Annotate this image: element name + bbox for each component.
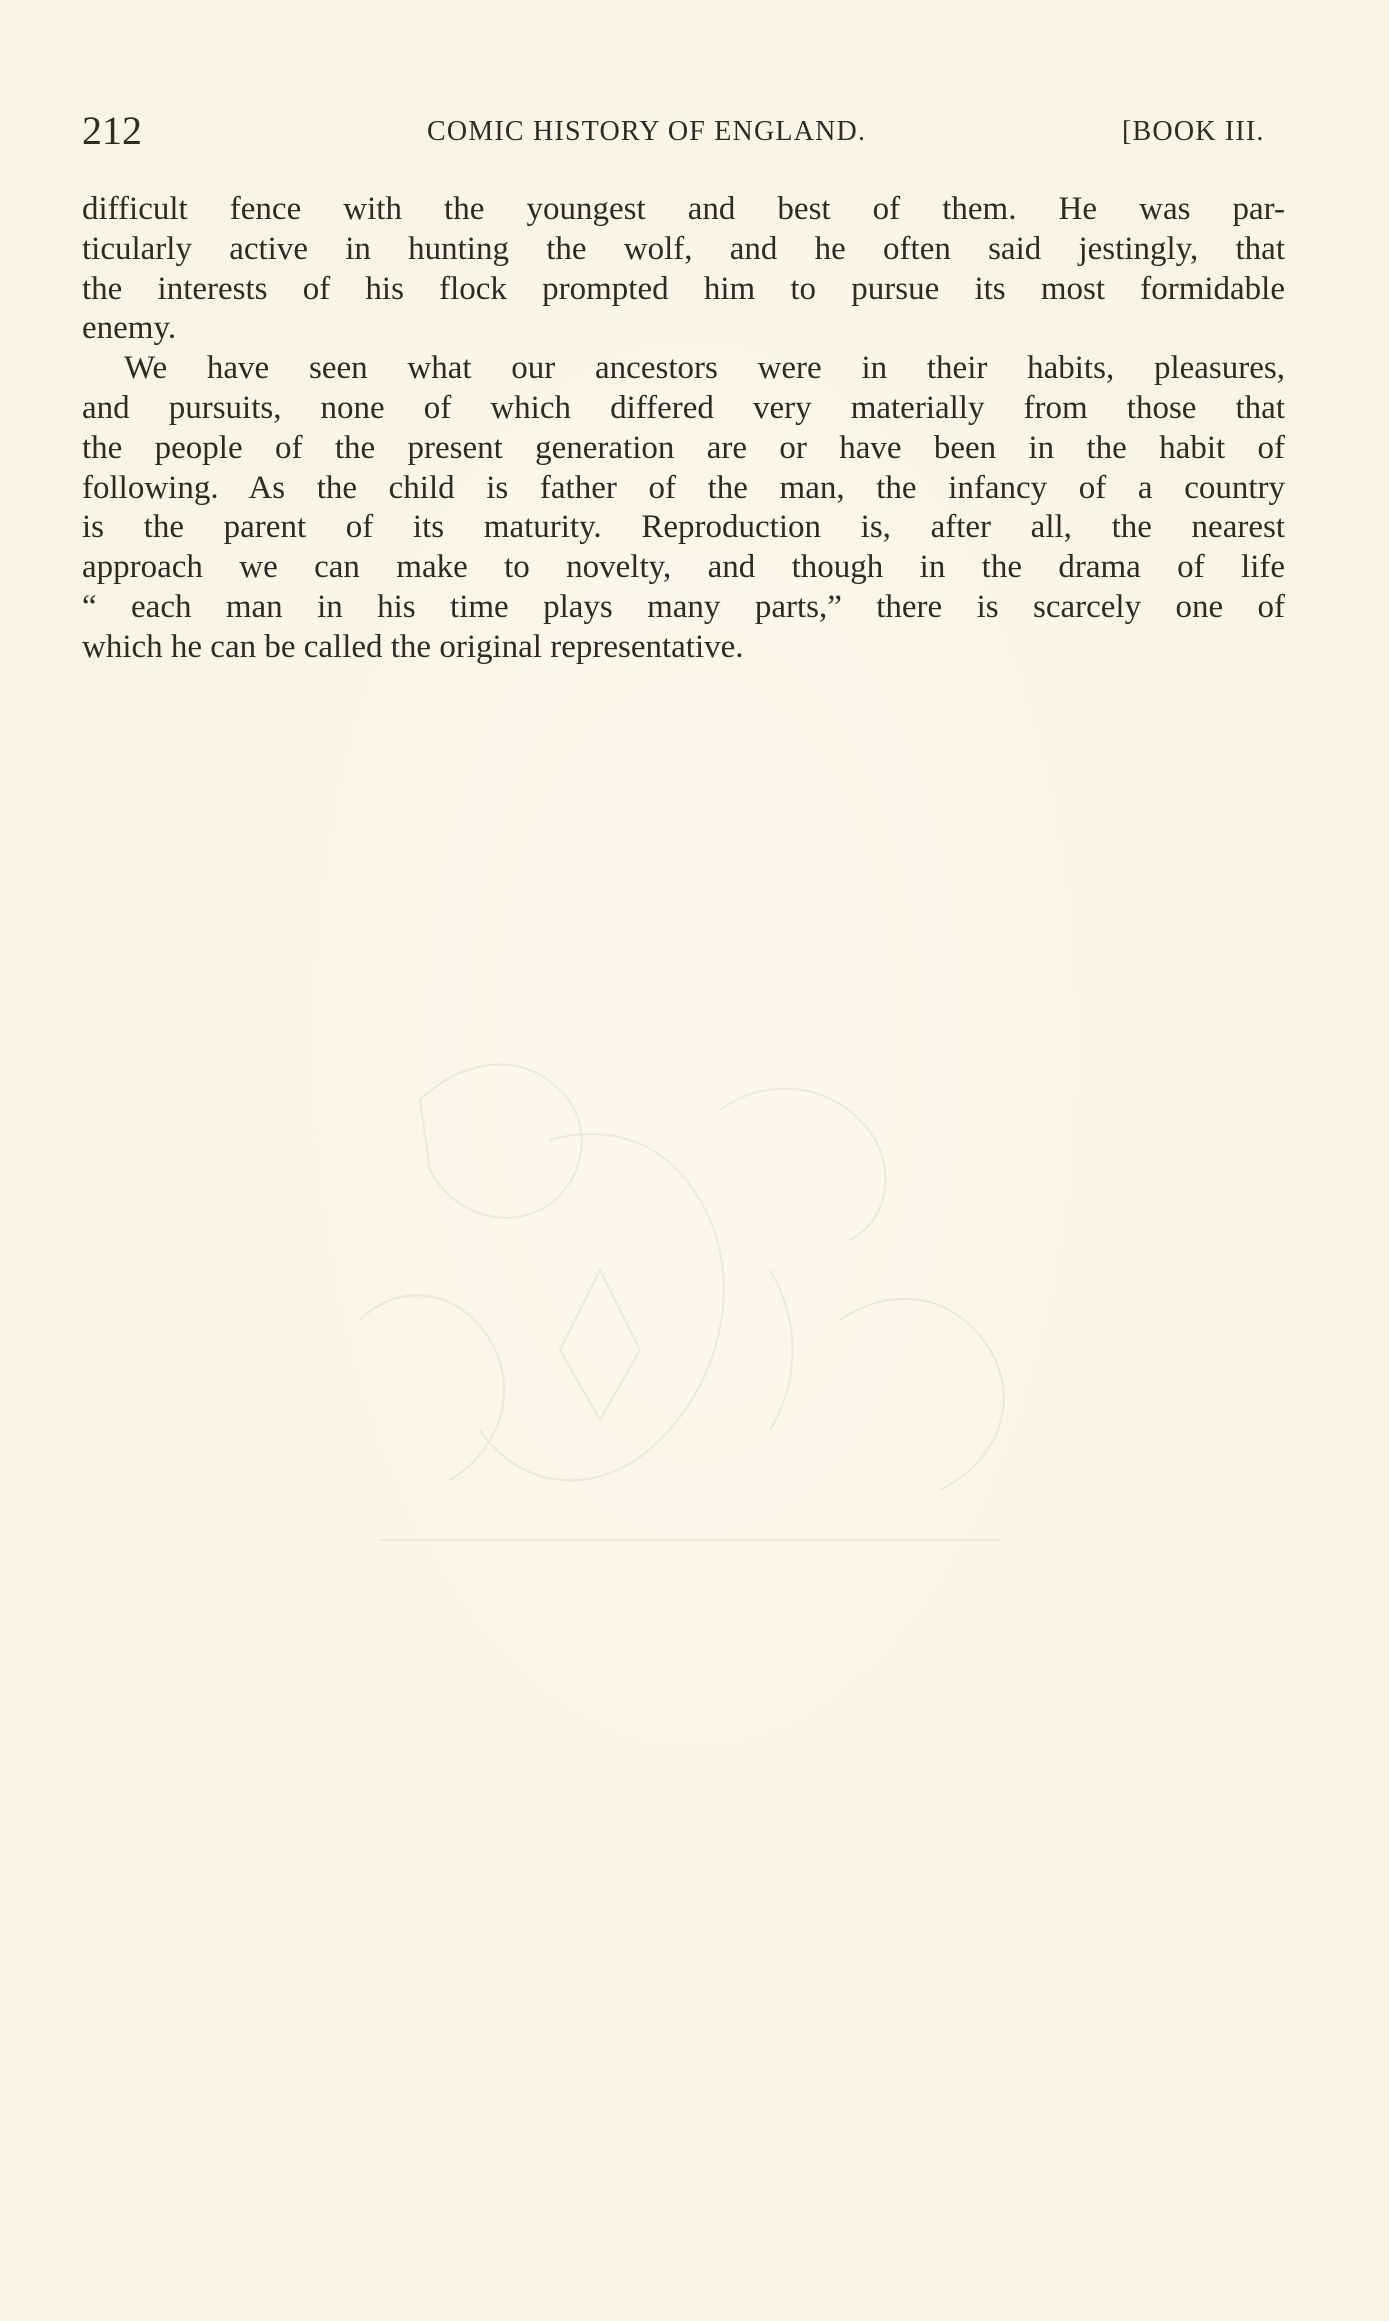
text-line: following. As the child is father of the man, the infancy of a country xyxy=(82,469,1285,506)
paragraph xyxy=(82,349,1285,667)
text-line: ticularly active in hunting the wolf, and he often said jestingly, that xyxy=(82,230,1285,267)
text-line: “ each man in his time plays many parts,” there is scarcely one of xyxy=(82,588,1285,625)
text-line: is the parent of its maturity. Reproduction is, after all, the nearest xyxy=(82,509,1285,546)
text-line: the interests of his flock prompted him to pursue its most formidable xyxy=(82,270,1285,307)
text-line: difficult fence with the youngest and best of them. He was par- xyxy=(82,191,1285,227)
text-line: approach we can make to novelty, and though in the drama of life xyxy=(82,549,1285,586)
text-line: and pursuits, none of which differed very materially from those that xyxy=(82,389,1285,426)
running-title: COMIC HISTORY OF ENGLAND. xyxy=(427,116,867,147)
show-through-illustration xyxy=(300,1020,1060,1580)
text-line: which he can be called the original representative. xyxy=(82,628,744,665)
paragraph xyxy=(82,190,1285,349)
running-header xyxy=(82,106,1282,156)
text-line: the people of the present generation are or have been in the habit of xyxy=(82,429,1285,466)
book-label: [BOOK III. xyxy=(1122,116,1265,147)
text-line: We have seen what our ancestors were in their habits, pleasures, xyxy=(124,350,1285,387)
page-number: 212 xyxy=(82,108,142,153)
body-text xyxy=(82,190,1285,668)
text-line: enemy. xyxy=(82,310,177,347)
